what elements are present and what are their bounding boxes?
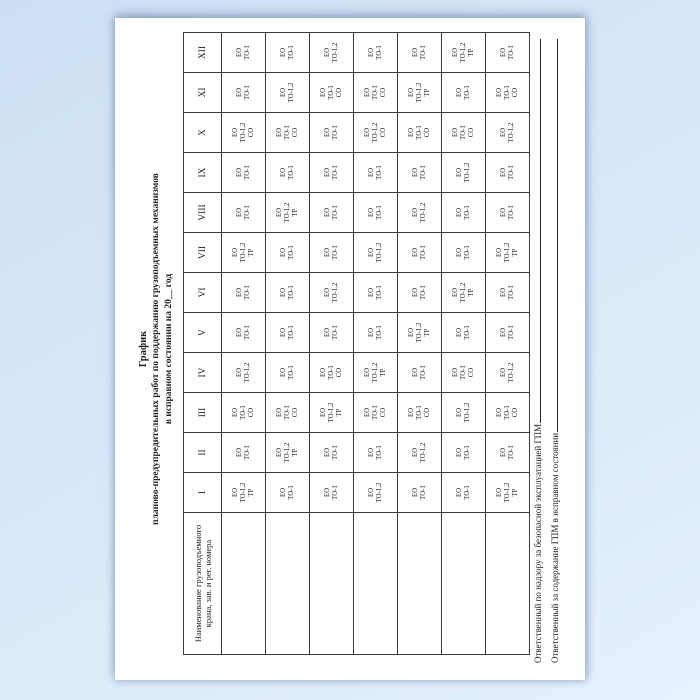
signature-label-supervision: Ответственный по надзору за безопасной эксплуатацией ГПМ — [533, 423, 543, 663]
maintenance-cell: ЕО ТО-1,2 ТР — [486, 473, 530, 513]
column-header-month-XI: XI — [184, 73, 222, 113]
maintenance-cell: ЕО ТО-1 — [222, 153, 266, 193]
maintenance-cell: ЕО ТО-1 — [486, 273, 530, 313]
column-header-month-IV: IV — [184, 353, 222, 393]
maintenance-cell: ЕО ТО-1 — [310, 113, 354, 153]
column-header-month-XII: XII — [184, 33, 222, 73]
maintenance-cell: ЕО ТО-1 — [222, 73, 266, 113]
maintenance-cell: ЕО ТО-1,2 ТР — [266, 193, 310, 233]
signature-label-maintenance: Ответственный за содержание ГПМ в исправном состоянии — [550, 432, 560, 663]
maintenance-cell: ЕО ТО-1 — [398, 473, 442, 513]
signature-line-maintenance — [543, 39, 560, 663]
table-row — [222, 33, 266, 655]
table-row — [486, 33, 530, 655]
maintenance-cell: ЕО ТО-1 — [354, 33, 398, 73]
crane-name-cell — [266, 513, 310, 655]
crane-name-cell — [398, 513, 442, 655]
maintenance-cell: ЕО ТО-1 — [354, 153, 398, 193]
maintenance-cell: ЕО ТО-1,2 — [398, 433, 442, 473]
maintenance-cell: ЕО ТО-1,2 ТР — [398, 313, 442, 353]
maintenance-cell: ЕО ТО-1 СО — [486, 73, 530, 113]
maintenance-cell: ЕО ТО-1 — [310, 433, 354, 473]
title-line-2: планово-предупредительных работ по поддержанию грузоподъемных механизмов — [151, 173, 161, 525]
maintenance-cell: ЕО ТО-1 — [398, 273, 442, 313]
table-row — [442, 33, 486, 655]
maintenance-cell: ЕО ТО-1,2 — [442, 153, 486, 193]
table-row — [266, 33, 310, 655]
maintenance-cell: ЕО ТО-1 — [222, 193, 266, 233]
signature-blank-line — [557, 39, 558, 432]
maintenance-cell: ЕО ТО-1 — [310, 233, 354, 273]
maintenance-cell: ЕО ТО-1,2 ТР — [398, 73, 442, 113]
maintenance-cell: ЕО ТО-1,2 — [310, 273, 354, 313]
maintenance-cell: ЕО ТО-1 — [222, 33, 266, 73]
maintenance-cell: ЕО ТО-1 — [398, 33, 442, 73]
maintenance-cell: ЕО ТО-1,2 — [310, 33, 354, 73]
maintenance-cell: ЕО ТО-1 — [222, 433, 266, 473]
maintenance-cell: ЕО ТО-1 — [442, 313, 486, 353]
maintenance-cell: ЕО ТО-1,2 СО — [354, 113, 398, 153]
maintenance-cell: ЕО ТО-1 — [398, 153, 442, 193]
maintenance-cell: ЕО ТО-1 — [398, 353, 442, 393]
maintenance-cell: ЕО ТО-1,2 — [398, 193, 442, 233]
maintenance-cell: ЕО ТО-1 — [354, 313, 398, 353]
maintenance-cell: ЕО ТО-1 — [266, 33, 310, 73]
maintenance-cell: ЕО ТО-1 — [486, 33, 530, 73]
maintenance-cell: ЕО ТО-1,2 СО — [222, 113, 266, 153]
maintenance-cell: ЕО ТО-1 — [442, 193, 486, 233]
crane-name-cell — [486, 513, 530, 655]
maintenance-cell: ЕО ТО-1 — [398, 233, 442, 273]
maintenance-cell: ЕО ТО-1 — [310, 153, 354, 193]
maintenance-cell: ЕО ТО-1 СО — [398, 113, 442, 153]
maintenance-cell: ЕО ТО-1,2 — [266, 73, 310, 113]
maintenance-cell: ЕО ТО-1,2 — [486, 113, 530, 153]
crane-name-cell — [354, 513, 398, 655]
maintenance-cell: ЕО ТО-1 — [486, 193, 530, 233]
maintenance-cell: ЕО ТО-1 СО — [266, 393, 310, 433]
table-row — [354, 33, 398, 655]
maintenance-cell: ЕО ТО-1,2 — [354, 233, 398, 273]
maintenance-cell: ЕО ТО-1 — [442, 433, 486, 473]
maintenance-cell: ЕО ТО-1,2 — [442, 393, 486, 433]
title-line-1: График — [138, 330, 149, 368]
maintenance-cell: ЕО ТО-1,2 ТР — [442, 273, 486, 313]
maintenance-cell: ЕО ТО-1 СО — [354, 393, 398, 433]
maintenance-cell: ЕО ТО-1 — [310, 473, 354, 513]
column-header-month-VII: VII — [184, 233, 222, 273]
maintenance-cell: ЕО ТО-1 СО — [398, 393, 442, 433]
maintenance-schedule-table — [183, 32, 530, 655]
maintenance-cell: ЕО ТО-1 СО — [222, 393, 266, 433]
maintenance-cell: ЕО ТО-1 — [354, 273, 398, 313]
maintenance-cell: ЕО ТО-1,2 — [486, 353, 530, 393]
maintenance-cell: ЕО ТО-1,2 ТР — [266, 433, 310, 473]
maintenance-cell: ЕО ТО-1,2 ТР — [310, 393, 354, 433]
maintenance-cell: ЕО ТО-1 СО — [310, 73, 354, 113]
maintenance-cell: ЕО ТО-1 — [266, 273, 310, 313]
maintenance-cell: ЕО ТО-1 — [486, 313, 530, 353]
crane-name-cell — [310, 513, 354, 655]
maintenance-cell: ЕО ТО-1,2 ТР — [222, 233, 266, 273]
maintenance-cell: ЕО ТО-1 — [266, 153, 310, 193]
maintenance-cell: ЕО ТО-1 — [442, 73, 486, 113]
crane-name-cell — [222, 513, 266, 655]
maintenance-cell: ЕО ТО-1 СО — [442, 113, 486, 153]
table-row — [398, 33, 442, 655]
table-row — [310, 33, 354, 655]
maintenance-cell: ЕО ТО-1,2 — [354, 473, 398, 513]
signature-block — [526, 39, 560, 663]
maintenance-cell: ЕО ТО-1 — [442, 233, 486, 273]
maintenance-cell: ЕО ТО-1 — [486, 153, 530, 193]
maintenance-cell: ЕО ТО-1 СО — [310, 353, 354, 393]
maintenance-cell: ЕО ТО-1,2 — [222, 353, 266, 393]
table-header-row — [184, 33, 222, 655]
maintenance-cell: ЕО ТО-1 — [222, 313, 266, 353]
signature-line-supervision — [526, 39, 543, 663]
column-header-month-V: V — [184, 313, 222, 353]
maintenance-cell: ЕО ТО-1 — [310, 313, 354, 353]
maintenance-cell: ЕО ТО-1,2 ТР — [354, 353, 398, 393]
column-header-month-I: I — [184, 473, 222, 513]
maintenance-cell: ЕО ТО-1 СО — [486, 393, 530, 433]
maintenance-cell: ЕО ТО-1 — [442, 473, 486, 513]
maintenance-cell: ЕО ТО-1 — [266, 313, 310, 353]
column-header-month-III: III — [184, 393, 222, 433]
maintenance-cell: ЕО ТО-1,2 ТР — [442, 33, 486, 73]
title-line-3: в исправном состоянии на 20__ год — [164, 273, 174, 425]
maintenance-cell: ЕО ТО-1 СО — [354, 73, 398, 113]
maintenance-cell: ЕО ТО-1 — [354, 193, 398, 233]
document-page — [115, 18, 585, 680]
maintenance-cell: ЕО ТО-1 — [310, 193, 354, 233]
column-header-month-IX: IX — [184, 153, 222, 193]
crane-name-cell — [442, 513, 486, 655]
column-header-month-VIII: VIII — [184, 193, 222, 233]
maintenance-cell: ЕО ТО-1 — [266, 233, 310, 273]
maintenance-cell: ЕО ТО-1 — [266, 353, 310, 393]
maintenance-cell: ЕО ТО-1 — [222, 273, 266, 313]
column-header-month-II: II — [184, 433, 222, 473]
maintenance-cell: ЕО ТО-1,2 ТР — [222, 473, 266, 513]
signature-blank-line — [540, 39, 541, 423]
column-header-crane-name: Наименование грузоподъемного крана, зав. и рег. номера — [184, 513, 222, 655]
column-header-month-X: X — [184, 113, 222, 153]
maintenance-cell: ЕО ТО-1 — [486, 433, 530, 473]
rotated-content — [115, 18, 585, 680]
maintenance-cell: ЕО ТО-1,2 ТР — [486, 233, 530, 273]
maintenance-cell: ЕО ТО-1 СО — [266, 113, 310, 153]
maintenance-cell: ЕО ТО-1 — [266, 473, 310, 513]
document-title — [137, 18, 176, 680]
column-header-month-VI: VI — [184, 273, 222, 313]
maintenance-cell: ЕО ТО-1 СО — [442, 353, 486, 393]
maintenance-cell: ЕО ТО-1 — [354, 433, 398, 473]
